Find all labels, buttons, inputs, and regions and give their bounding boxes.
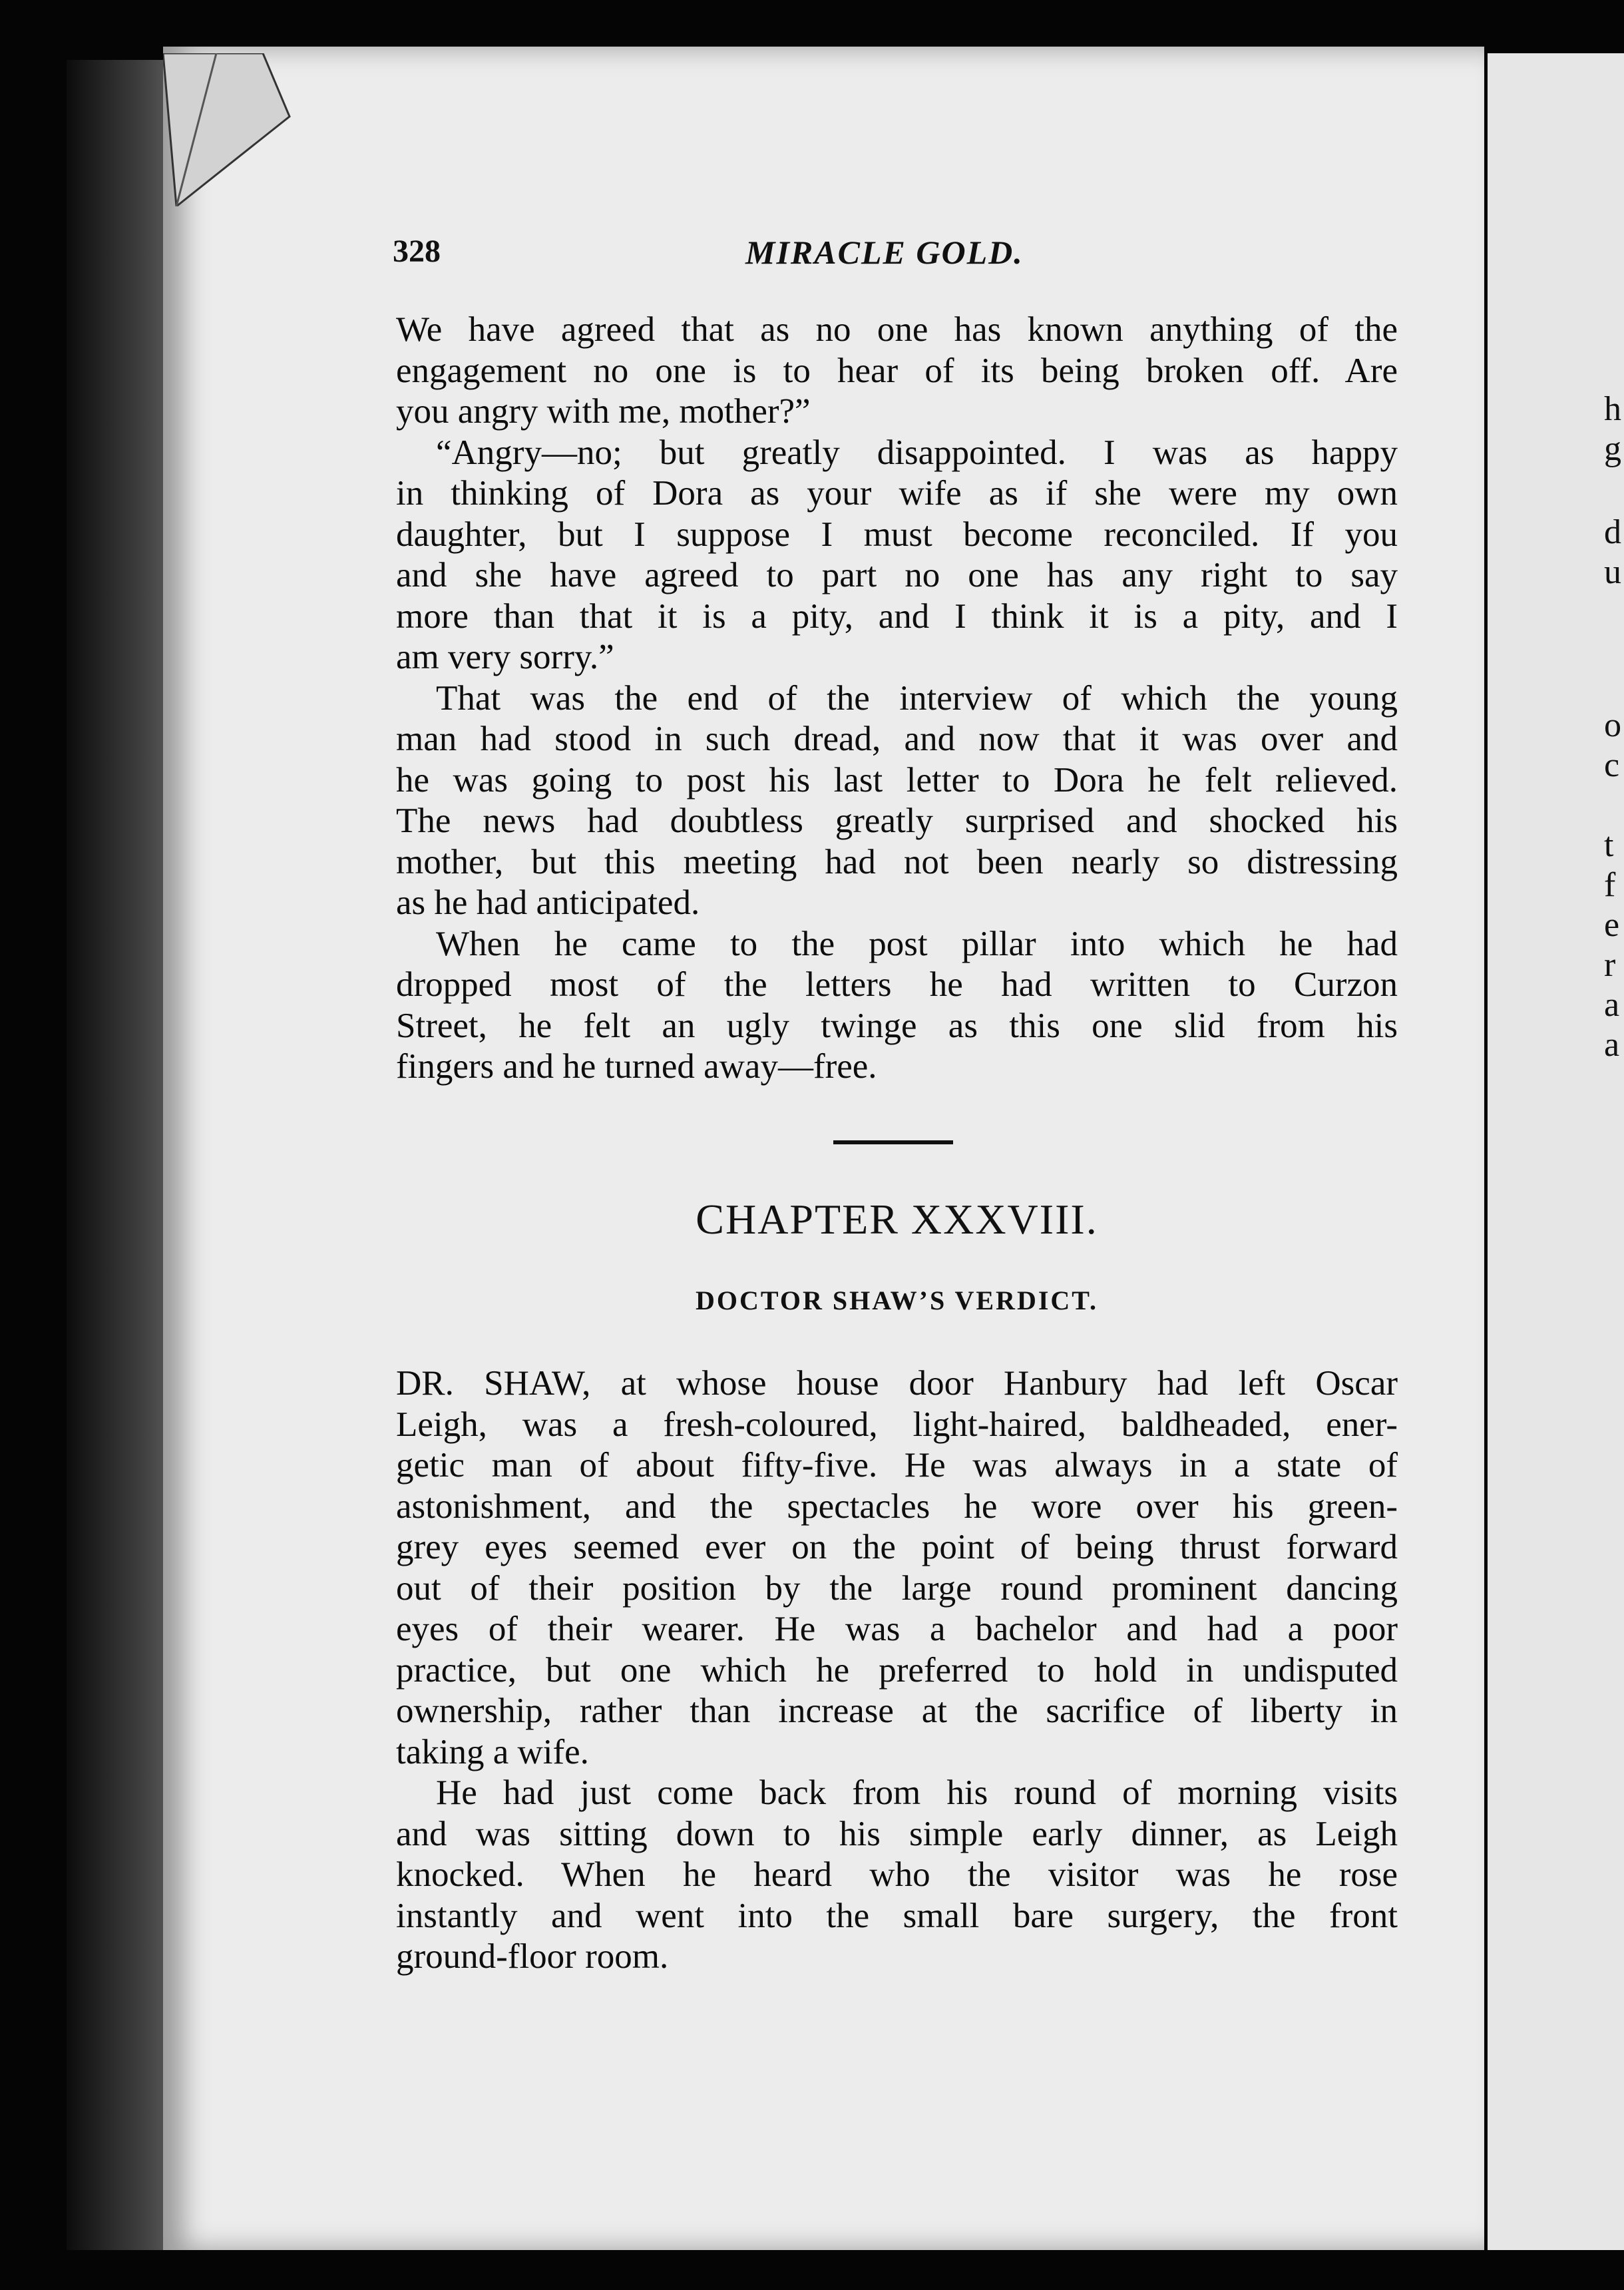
text-line: grey eyes seemed ever on the point of being thrust forward bbox=[396, 1528, 1398, 1566]
text-line: and was sitting down to his simple early dinner, as Leigh bbox=[396, 1814, 1398, 1853]
section-divider bbox=[833, 1140, 953, 1144]
paragraph bbox=[396, 1773, 1398, 1978]
text-line: We have agreed that as no one has known anything of the bbox=[396, 310, 1398, 349]
text-line: practice, but one which he preferred to hold in undisputed bbox=[396, 1650, 1398, 1690]
facing-page-letter: c bbox=[1604, 746, 1620, 784]
text-line: astonishment, and the spectacles he wore over his green- bbox=[396, 1487, 1398, 1526]
body-text-top bbox=[396, 310, 1398, 1088]
facing-page-letter: o bbox=[1604, 706, 1621, 744]
text-line: man had stood in such dread, and now that it was over and bbox=[396, 720, 1398, 758]
text-line: Street, he felt an ugly twinge as this one slid from his bbox=[396, 1006, 1398, 1045]
facing-page-letter: g bbox=[1604, 430, 1621, 468]
page-number: 328 bbox=[393, 234, 441, 269]
text-line: he was going to post his last letter to Dora he felt relieved. bbox=[396, 760, 1398, 800]
text-line: He had just come back from his round of morning visits bbox=[436, 1773, 1398, 1812]
text-line: eyes of their wearer. He was a bachelor and had a poor bbox=[396, 1610, 1398, 1648]
chapter-subtitle: DOCTOR SHAW’S VERDICT. bbox=[695, 1285, 1098, 1315]
text-line: “Angry—no; but greatly disappointed. I was as happy bbox=[436, 433, 1398, 472]
running-title: MIRACLE GOLD. bbox=[745, 234, 1024, 271]
facing-page-letter: e bbox=[1604, 906, 1620, 944]
text-line: instantly and went into the small bare surgery, the front bbox=[396, 1896, 1398, 1935]
text-line: as he had anticipated. bbox=[396, 883, 700, 922]
paragraph bbox=[396, 310, 1398, 433]
facing-page-letter: a bbox=[1604, 1026, 1620, 1064]
chapter-title: CHAPTER XXXVIII. bbox=[696, 1196, 1098, 1243]
facing-page-letter: h bbox=[1604, 390, 1621, 428]
facing-page-letter: u bbox=[1604, 553, 1621, 591]
text-line: mother, but this meeting had not been nearly so distressing bbox=[396, 842, 1398, 881]
text-line: and she have agreed to part no one has any right to say bbox=[396, 556, 1398, 594]
text-line: fingers and he turned away—free. bbox=[396, 1047, 877, 1086]
facing-page-letter: f bbox=[1604, 866, 1616, 904]
text-line: Leigh, was a fresh-coloured, light-haired, baldheaded, ener- bbox=[396, 1405, 1398, 1444]
text-line: taking a wife. bbox=[396, 1732, 589, 1771]
text-line: ground-floor room. bbox=[396, 1937, 669, 1976]
running-head bbox=[393, 233, 1391, 280]
facing-page-edge bbox=[1488, 53, 1624, 2250]
folded-corner bbox=[163, 53, 296, 206]
text-line: engagement no one is to hear of its being broken off. Are bbox=[396, 351, 1398, 390]
text-line: DR. SHAW, at whose house door Hanbury had left Oscar bbox=[396, 1364, 1398, 1403]
facing-page-letter: d bbox=[1604, 513, 1621, 551]
paragraph bbox=[396, 924, 1398, 1088]
facing-page-letter: a bbox=[1604, 986, 1620, 1024]
text-line: out of their position by the large round prominent dancing bbox=[396, 1568, 1398, 1608]
text-line: daughter, but I suppose I must become reconciled. If you bbox=[396, 515, 1398, 554]
text-line: knocked. When he heard who the visitor was he rose bbox=[396, 1855, 1398, 1894]
text-line: dropped most of the letters he had written to Curzon bbox=[396, 965, 1398, 1004]
text-line: That was the end of the interview of which the young bbox=[436, 678, 1398, 718]
text-line: you angry with me, mother?” bbox=[396, 392, 811, 431]
paragraph bbox=[396, 678, 1398, 924]
body-text-bottom bbox=[396, 1363, 1398, 1978]
text-line: ownership, rather than increase at the sacrifice of liberty in bbox=[396, 1692, 1398, 1730]
text-line: getic man of about fifty-five. He was always in a state of bbox=[396, 1446, 1398, 1485]
facing-page-letter: t bbox=[1604, 826, 1614, 864]
text-line: more than that it is a pity, and I think it is a pity, and I bbox=[396, 596, 1398, 636]
text-line: When he came to the post pillar into which he had bbox=[436, 924, 1398, 963]
facing-page-letter: r bbox=[1604, 946, 1616, 984]
paragraph bbox=[396, 1363, 1398, 1773]
text-line: am very sorry.” bbox=[396, 638, 614, 676]
paragraph bbox=[396, 433, 1398, 678]
text-line: The news had doubtless greatly surprised and shocked his bbox=[396, 802, 1398, 840]
text-line: in thinking of Dora as your wife as if she were my own bbox=[396, 474, 1398, 513]
